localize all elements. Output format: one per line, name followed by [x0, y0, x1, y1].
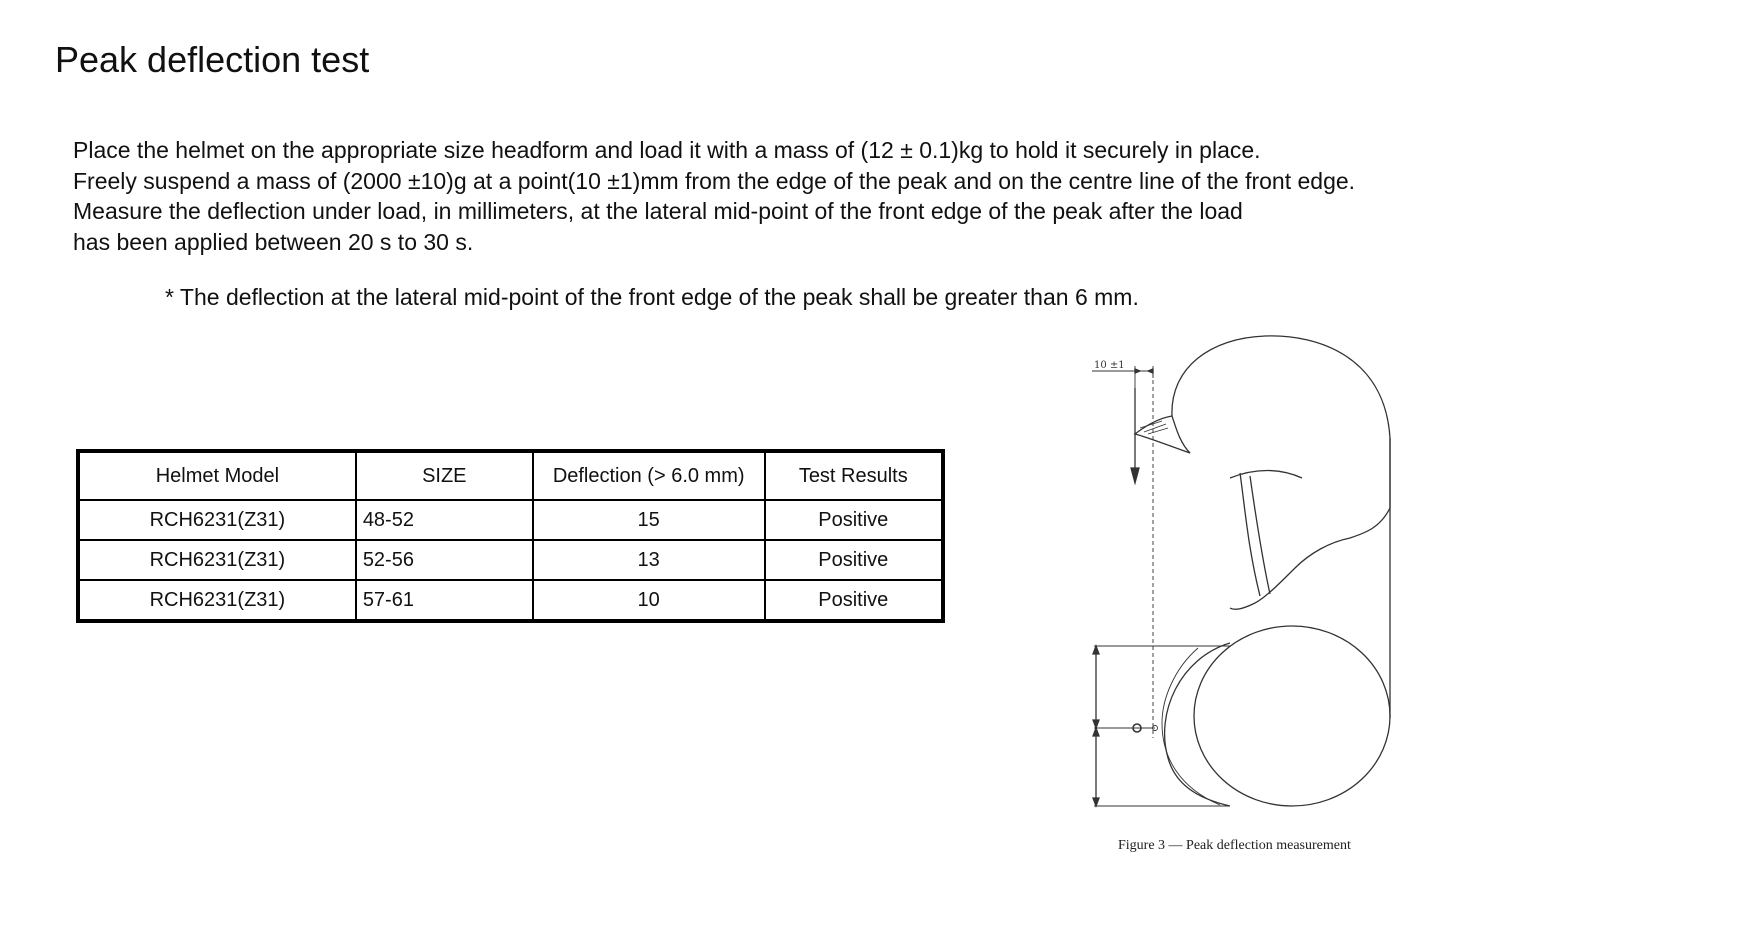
- cell-deflection: 10: [533, 580, 765, 621]
- cell-model: RCH6231(Z31): [78, 580, 356, 621]
- cell-result: Positive: [765, 580, 943, 621]
- cell-size: 57-61: [356, 580, 533, 621]
- helmet-top-view-inner: [1165, 643, 1230, 806]
- page-title: Peak deflection test: [55, 39, 370, 80]
- chin-strap: [1230, 471, 1302, 610]
- header-size: SIZE: [356, 451, 533, 500]
- procedure-line-3: Measure the deflection under load, in millimeters, at the lateral mid-point of the front edge of the peak after the load: [73, 198, 1243, 224]
- cell-model: RCH6231(Z31): [78, 540, 356, 580]
- cell-size: 48-52: [356, 500, 533, 540]
- cell-size: 52-56: [356, 540, 533, 580]
- helmet-drawing: [1080, 328, 1410, 868]
- table-header-row: [78, 451, 943, 500]
- header-deflection: Deflection (> 6.0 mm): [533, 451, 765, 500]
- cell-result: Positive: [765, 500, 943, 540]
- dimension-label: 10 ±1: [1094, 360, 1125, 371]
- table-row: [78, 500, 943, 540]
- procedure-line-1: Place the helmet on the appropriate size headform and load it with a mass of (12 ± 0.1)kg to hold it securely in place.: [73, 137, 1261, 163]
- cell-deflection: 15: [533, 500, 765, 540]
- peak-visor: [1135, 416, 1190, 453]
- cell-model: RCH6231(Z31): [78, 500, 356, 540]
- table-row: [78, 540, 943, 580]
- cell-result: Positive: [765, 540, 943, 580]
- procedure-line-2: Freely suspend a mass of (2000 ±10)g at a point(10 ±1)mm from the edge of the peak and on the centre line of the front edge.: [73, 167, 1356, 194]
- table-row: [78, 580, 943, 621]
- procedure-text: [73, 135, 1493, 257]
- peak-deflection-figure: [1080, 328, 1410, 868]
- figure-caption: Figure 3 — Peak deflection measurement: [1118, 838, 1351, 853]
- helmet-shell-side-view: [1172, 336, 1390, 603]
- helmet-top-view: [1194, 626, 1390, 806]
- procedure-line-4: has been applied between 20 s to 30 s.: [73, 228, 474, 255]
- cell-deflection: 13: [533, 540, 765, 580]
- header-helmet-model: Helmet Model: [78, 451, 356, 500]
- header-test-results: Test Results: [765, 451, 943, 500]
- requirement-note: * The deflection at the lateral mid-point of the front edge of the peak shall be greater than 6 mm.: [165, 284, 1139, 310]
- results-table: [76, 449, 945, 623]
